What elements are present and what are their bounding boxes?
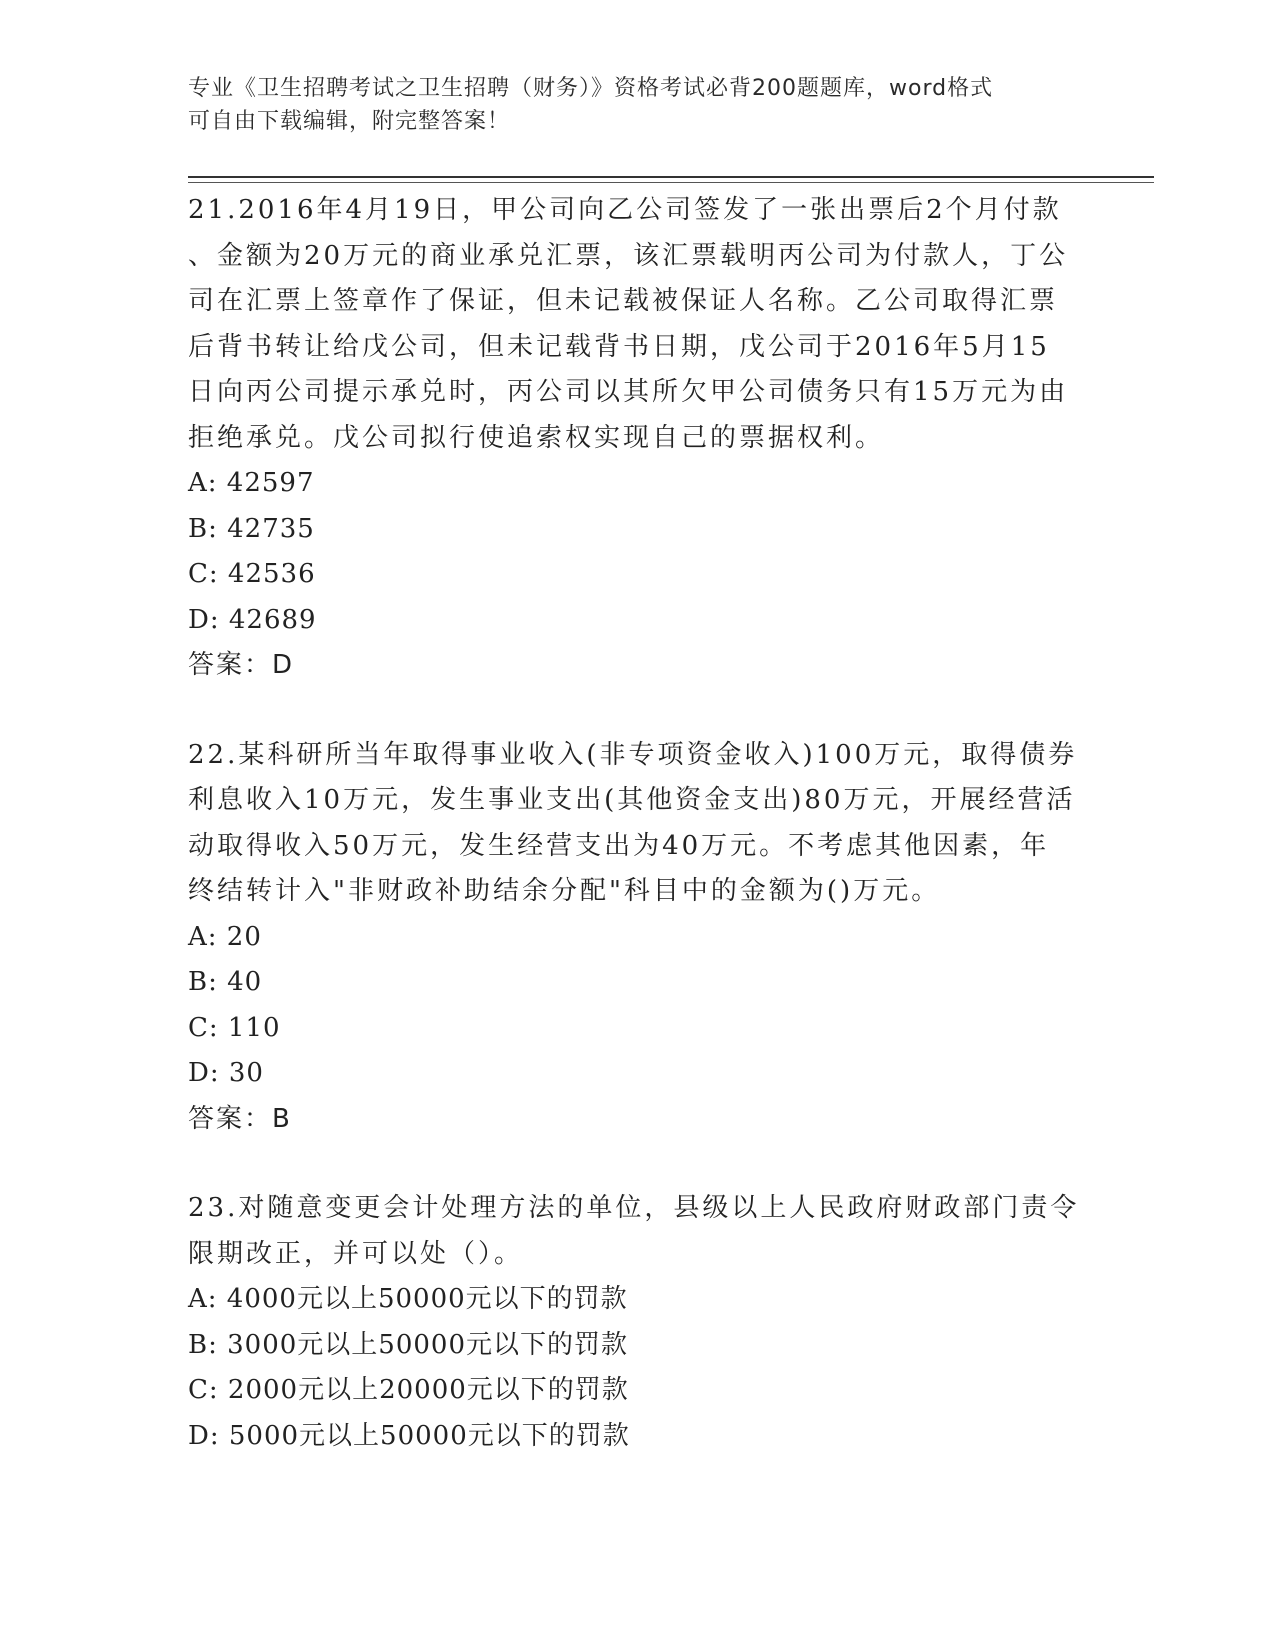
question-22 — [188, 733, 1088, 1143]
question-21 — [188, 188, 1088, 689]
question-stem-line: 21.2016年4月19日，甲公司向乙公司签发了一张出票后2个月付款 — [188, 195, 1062, 225]
header-line-1: 专业《卫生招聘考试之卫生招聘（财务）》资格考试必背200题题库，word格式 — [188, 76, 994, 101]
option-c: C: 110 — [188, 1012, 281, 1043]
option-a: A: 4000元以上50000元以下的罚款 — [188, 1284, 628, 1314]
question-stem-line: 限期改正，并可以处（）。 — [188, 1238, 524, 1269]
question-stem-line: 后背书转让给戊公司，但未记载背书日期，戊公司于2016年5月15 — [188, 331, 1050, 362]
option-c: C: 42536 — [188, 559, 316, 589]
option-b: B: 42735 — [188, 513, 315, 544]
question-list — [188, 188, 1088, 1503]
option-b: B: 40 — [188, 967, 263, 997]
question-stem-line: 23.对随意变更会计处理方法的单位，县级以上人民政府财政部门责令 — [188, 1193, 1080, 1223]
option-c: C: 2000元以上20000元以下的罚款 — [188, 1375, 629, 1405]
answer-line: 答案：B — [188, 1103, 292, 1134]
option-d: D: 5000元以上50000元以下的罚款 — [188, 1420, 630, 1451]
question-stem-line: 、金额为20万元的商业承兑汇票，该汇票载明丙公司为付款人，丁公 — [188, 240, 1069, 271]
option-d: D: 30 — [188, 1058, 264, 1088]
question-stem-line: 动取得收入50万元，发生经营支出为40万元。不考虑其他因素，年 — [188, 830, 1050, 861]
question-stem-line: 日向丙公司提示承兑时，丙公司以其所欠甲公司债务只有15万元为由 — [188, 377, 1069, 407]
question-23 — [188, 1186, 1088, 1459]
option-a: A: 20 — [188, 921, 262, 952]
option-d: D: 42689 — [188, 604, 317, 635]
page-header — [188, 72, 1068, 138]
option-b: B: 3000元以上50000元以下的罚款 — [188, 1329, 629, 1360]
question-stem-line: 拒绝承兑。戊公司拟行使追索权实现自己的票据权利。 — [188, 422, 885, 453]
option-a: A: 42597 — [188, 468, 315, 498]
question-stem-line: 利息收入10万元，发生事业支出(其他资金支出)80万元，开展经营活 — [188, 785, 1076, 815]
header-rule-thick — [188, 176, 1154, 178]
answer-line: 答案：D — [188, 650, 295, 680]
question-stem-line: 司在汇票上签章作了保证，但未记载被保证人名称。乙公司取得汇票 — [188, 286, 1059, 316]
header-line-2: 可自由下载编辑，附完整答案！ — [188, 109, 511, 134]
header-rule-thin — [188, 182, 1154, 183]
question-stem-line: 22.某科研所当年取得事业收入(非专项资金收入)100万元，取得债券 — [188, 739, 1078, 770]
question-stem-line: 终结转计入"非财政补助结余分配"科目中的金额为()万元。 — [188, 876, 941, 906]
